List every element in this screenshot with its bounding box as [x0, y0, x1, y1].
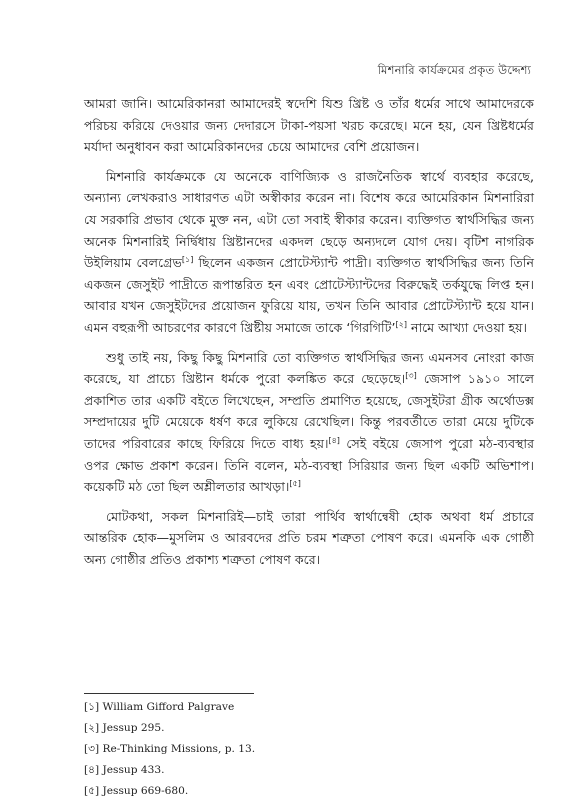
paragraph-text: মোটকথা, সকল মিশনারিই—চাই তারা পার্থিব স্বার্থান্বেষী হোক অথবা ধর্ম প্রচারে আন্তরিক হোক—মুসলিম ও আরবদের প্রতি চরম শত্রুতা পোষণ করে। এমনকি এক গোষ্ঠী অন্য গোষ্ঠীর প্রতিও প্রকাশ্য শত্রুতা পোষণ করে। — [84, 508, 534, 567]
footnote-reference[interactable]: [১] — [181, 254, 194, 264]
paragraph — [84, 93, 534, 158]
footnote-mark: [৩] — [84, 743, 100, 755]
footnote-mark: [৫] — [84, 785, 100, 797]
paragraph-text: মিশনারি কার্যক্রমকে যে অনেকে বাণিজ্যিক ও রাজনৈতিক স্বার্থে ব্যবহার করেছে, অন্যান্য লেখকরাও সাধারণত এটা অস্বীকার করেন না। বিশেষ করে আমেরিকান মিশনারিরা যে সরকারি প্রভাব থেকে মুক্ত নন, এটা তো সবাই স্বীকার করেন। ব্যক্তিগত স্বার্থসিদ্ধির জন্য অনেক মিশনারিই নির্দ্বিধায় খ্রিষ্টানদের একদল ছেড়ে অন্যদলে যোগ দেয়। বৃটিশ নাগরিক উইলিয়াম বেলগ্রেভ — [84, 168, 534, 271]
footnote-item — [84, 781, 524, 802]
paragraph-text: শুধু তাই নয়, কিছু কিছু মিশনারি তো ব্যক্তিগত স্বার্থসিদ্ধির জন্য এমনসব নোংরা কাজ করেছে, যা প্রাচ্যে খ্রিষ্টান ধর্মকে পুরো কলঙ্কিত করে ছেড়েছে। — [84, 349, 534, 387]
paragraph — [84, 166, 534, 339]
paragraph-text: ছিলেন একজন প্রোটেস্ট্যান্ট পাদ্রী। ব্যক্তিগত স্বার্থসিদ্ধির জন্য তিনি একজন জেসুইট পাদ্রীতে রূপান্তরিত হন এবং প্রোটেস্ট্যান্টদের বিরুদ্ধেই তর্কযুদ্ধে লিপ্ত হন। আবার যখন জেসুইটদের প্রয়োজন ফুরিয়ে যায়, তখন তিনি আবার প্রোটেস্ট্যান্ট হয়ে যান। এমন বহুরূপী আচরণের কারণে খ্রিষ্টীয় সমাজে তাকে ‘গিরগিটি’ — [84, 255, 534, 335]
footnote-reference[interactable]: [২] — [395, 319, 407, 329]
paragraph-text: সেই বইয়ে জেসাপ পুরো মঠ-ব্যবস্থার ওপর ক্ষোভ প্রকাশ করেন। তিনি বলেন, মঠ-ব্যবস্থা সিরিয়ার জন্য ছিল একটি অভিশাপ। কয়েকটি মঠ তো ছিল অশ্লীলতার আখড়া। — [84, 435, 534, 495]
footnote-item — [84, 718, 524, 739]
footnote-item — [84, 760, 524, 781]
footnote-reference[interactable]: [৫] — [289, 478, 301, 488]
footnote-mark: [২] — [84, 722, 100, 734]
footnote-text: Jessup 295. — [99, 722, 165, 734]
footnote-item — [84, 697, 524, 718]
footnote-mark: [৪] — [84, 764, 100, 776]
footnote-item — [84, 739, 524, 760]
footnotes — [84, 681, 524, 802]
footnote-text: William Gifford Palgrave — [99, 701, 235, 713]
paragraph-text: আমরা জানি। আমেরিকানরা আমাদেরই স্বদেশি যিশু খ্রিষ্ট ও তাঁর ধর্মের সাথে আমাদেরকে পরিচয় করিয়ে দেওয়ার জন্য দেদারসে টাকা-পয়সা খরচ করেছে। মনে হয়, যেন খ্রিষ্টধর্মের মর্যাদা অনুধাবন করা আমেরিকানদের চেয়ে আমাদের বেশি প্রয়োজন। — [84, 96, 534, 155]
paragraph — [84, 347, 534, 498]
running-head: মিশনারি কার্যক্রমের প্রকৃত উদ্দেশ্য — [377, 63, 531, 77]
footnote-text: Re-Thinking Missions, p. 13. — [99, 743, 256, 755]
footnote-text: Jessup 433. — [99, 764, 165, 776]
paragraph-text: জেসাপ ১৯১০ সালে প্রকাশিত তার একটি বইতে লিখেছেন, সম্প্রতি প্রমাণিত হয়েছে, জেসুইটরা গ্রীক অর্থোডক্স সম্প্রদায়ের দুটি মেয়েকে ধর্ষণ করে লুকিয়ে রেখেছিল। কিন্তু পরবর্তীতে তারা মেয়ে দুটিকে তাদের পরিবারের কাছে ফিরিয়ে দিতে বাধ্য হয়। — [84, 371, 534, 451]
main-text — [84, 93, 534, 578]
footnote-text: Jessup 669-680. — [99, 785, 189, 797]
footnote-reference[interactable]: [৩] — [405, 370, 417, 380]
paragraph-text: নামে আখ্যা দেওয়া হয়। — [406, 319, 528, 335]
footnote-mark: [১] — [84, 701, 100, 713]
paragraph — [84, 506, 534, 571]
footnote-reference[interactable]: [৪] — [328, 435, 340, 445]
